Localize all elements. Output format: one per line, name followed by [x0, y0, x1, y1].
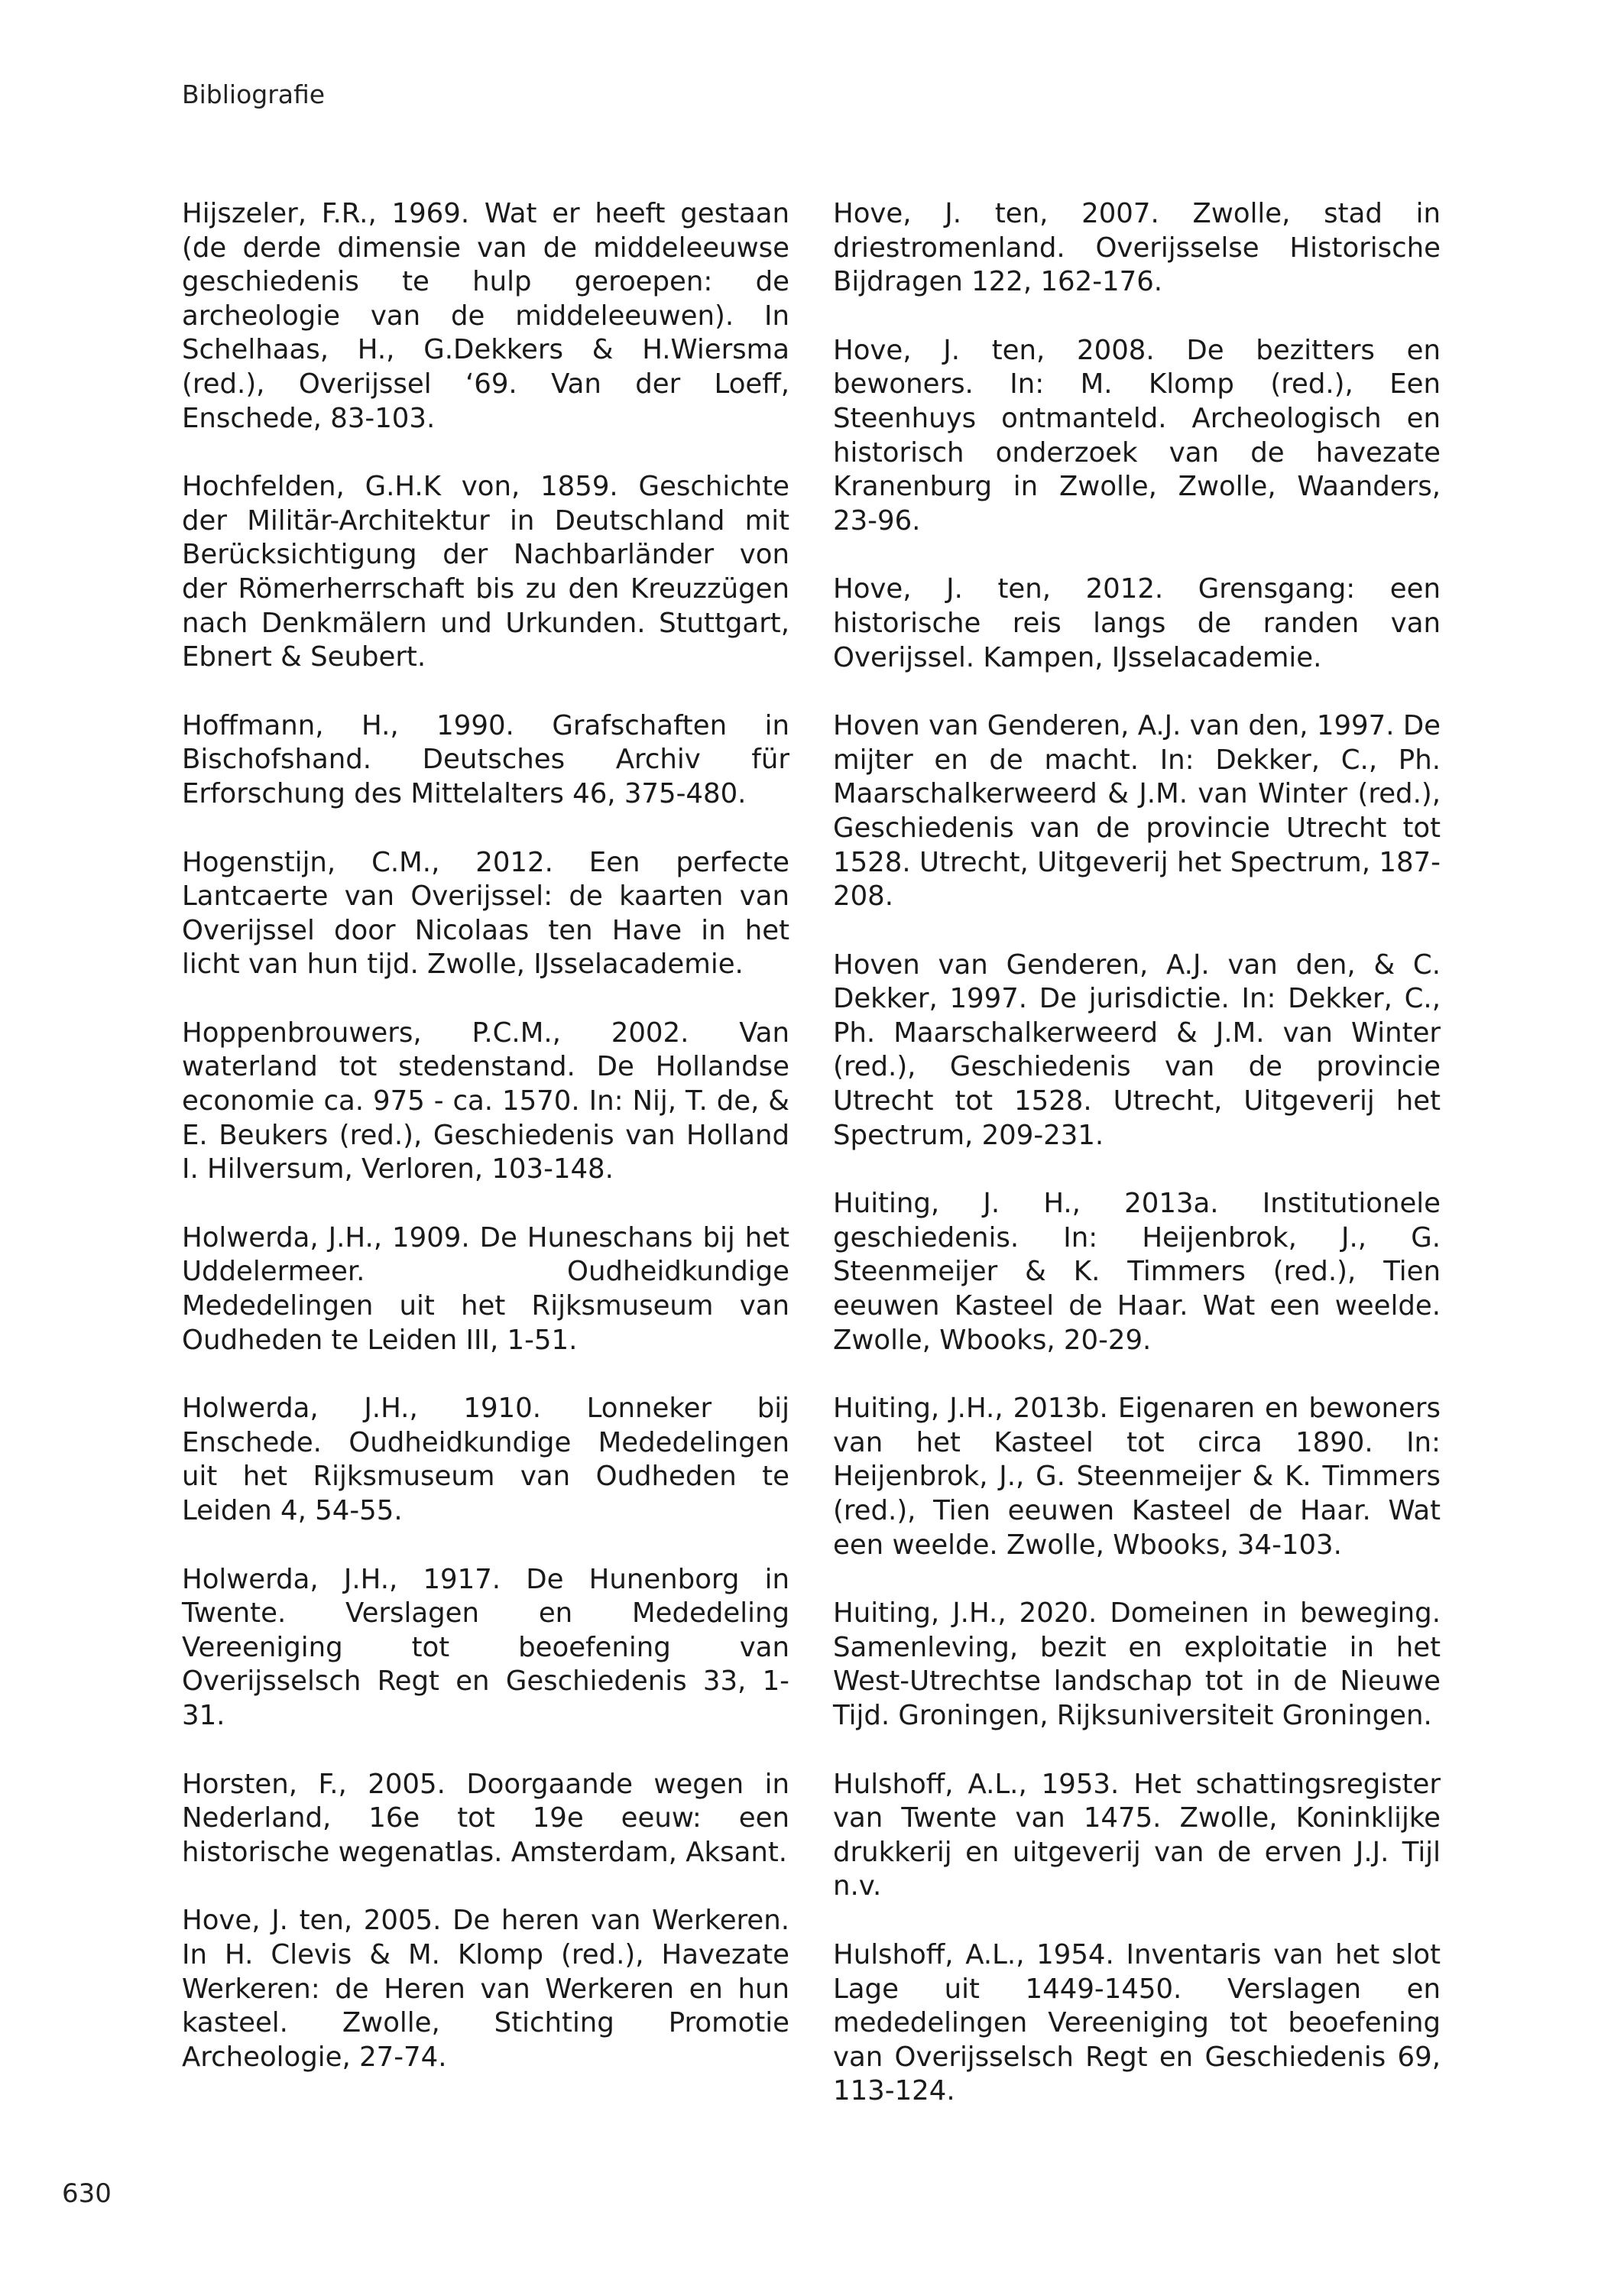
- bibliography-entry: Huiting, J.H., 2013b. Eigenaren en bewoners van het Kasteel tot circa 1890. In: Heijenbrok, J., G. Steenmeijer & K. Timmers (red.), Tien eeuwen Kasteel de Haar. Wat een weelde. Zwolle, Wbooks, 34-103.: [833, 1393, 1441, 1561]
- bibliography-entry: Hove, J. ten, 2007. Zwolle, stad in driestromenland. Overijsselse Historische Bijdragen 122, 162-176.: [833, 198, 1441, 298]
- bibliography-entry: Huiting, J. H., 2013a. Institutionele geschiedenis. In: Heijenbrok, J., G. Steenmeijer & K. Timmers (red.), Tien eeuwen Kasteel de Haar. Wat een weelde. Zwolle, Wbooks, 20-29.: [833, 1188, 1441, 1356]
- bibliography-entry: Holwerda, J.H., 1917. De Hunenborg in Twente. Verslagen en Mededeling Vereeniging tot beoefening van Overijsselsch Regt en Geschiedenis 33, 1-31.: [182, 1563, 789, 1731]
- bibliography-entry: Hulshoff, A.L., 1953. Het schattingsregister van Twente van 1475. Zwolle, Koninklijke drukkerij en uitgeverij van de erven J.J. Tijl n.v.: [833, 1768, 1441, 1902]
- page-number: 630: [62, 2178, 112, 2209]
- bibliography-entry: Hoven van Genderen, A.J. van den, & C. Dekker, 1997. De jurisdictie. In: Dekker, C., Ph. Maarschalkerweerd & J.M. van Winter (red.), Geschiedenis van de provincie Utrecht tot 1528. Utrecht, Uitgeverij het Spectrum, 209-231.: [833, 949, 1441, 1151]
- bibliography-entry: Hoppenbrouwers, P.C.M., 2002. Van waterland tot stedenstand. De Hollandse economie ca. 975 - ca. 1570. In: Nij, T. de, & E. Beukers (red.), Geschiedenis van Holland I. Hilversum, Verloren, 103-148.: [182, 1017, 789, 1185]
- bibliography-entry: Holwerda, J.H., 1909. De Huneschans bij het Uddelermeer. Oudheidkundige Mededelingen uit het Rijksmuseum van Oudheden te Leiden III, 1-51.: [182, 1221, 789, 1356]
- bibliography-entry: Holwerda, J.H., 1910. Lonneker bij Enschede. Oudheidkundige Mededelingen uit het Rijksmuseum van Oudheden te Leiden 4, 54-55.: [182, 1393, 789, 1526]
- bibliography-entry: Hove, J. ten, 2005. De heren van Werkeren. In H. Clevis & M. Klomp (red.), Havezate Werkeren: de Heren van Werkeren en hun kasteel. Zwolle, Stichting Promotie Archeologie, 27-74.: [182, 1905, 789, 2073]
- bibliography-column-left: [182, 197, 789, 2109]
- bibliography-entry: Horsten, F., 2005. Doorgaande wegen in Nederland, 16e tot 19e eeuw: een historische wegenatlas. Amsterdam, Aksant.: [182, 1768, 789, 1868]
- bibliography-entry: Hove, J. ten, 2008. De bezitters en bewoners. In: M. Klomp (red.), Een Steenhuys ontmanteld. Archeologisch en historisch onderzoek van de havezate Kranenburg in Zwolle, Zwolle, Waanders, 23-96.: [833, 334, 1441, 537]
- bibliography-entry: Hove, J. ten, 2012. Grensgang: een historische reis langs de randen van Overijssel. Kampen, IJsselacademie.: [833, 573, 1441, 673]
- bibliography-entry: Hoven van Genderen, A.J. van den, 1997. De mijter en de macht. In: Dekker, C., Ph. Maarschalkerweerd & J.M. van Winter (red.), Geschiedenis van de provincie Utrecht tot 1528. Utrecht, Uitgeverij het Spectrum, 187-208.: [833, 710, 1441, 913]
- bibliography-column-right: [833, 197, 1441, 2143]
- bibliography-entry: Huiting, J.H., 2020. Domeinen in beweging. Samenleving, bezit en exploitatie in het West-Utrechtse landschap tot in de Nieuwe Tijd. Groningen, Rijksuniversiteit Groningen.: [833, 1597, 1441, 1731]
- running-header: Bibliografie: [182, 79, 326, 109]
- bibliography-entry: Hoffmann, H., 1990. Grafschaften in Bischofshand. Deutsches Archiv für Erforschung des Mittelalters 46, 375-480.: [182, 709, 789, 809]
- bibliography-entry: Hulshoff, A.L., 1954. Inventaris van het slot Lage uit 1449-1450. Verslagen en mededelingen Vereeniging tot beoefening van Overijsselsch Regt en Geschiedenis 69, 113-124.: [833, 1938, 1441, 2107]
- bibliography-entry: Hochfelden, G.H.K von, 1859. Geschichte der Militär-Architektur in Deutschland mit Berücksichtigung der Nachbarländer von der Römerherrschaft bis zu den Kreuzzügen nach Denkmälern und Urkunden. Stuttgart, Ebnert & Seubert.: [182, 471, 789, 673]
- bibliography-entry: Hijszeler, F.R., 1969. Wat er heeft gestaan (de derde dimensie van de middeleeuwse geschiedenis te hulp geroepen: de archeologie van de middeleeuwen). In Schelhaas, H., G.Dekkers & H.Wiersma (red.), Overijssel ‘69. Van der Loeff, Enschede, 83-103.: [182, 198, 789, 434]
- bibliography-entry: Hogenstijn, C.M., 2012. Een perfecte Lantcaerte van Overijssel: de kaarten van Overijssel door Nicolaas ten Have in het licht van hun tijd. Zwolle, IJsselacademie.: [182, 846, 789, 981]
